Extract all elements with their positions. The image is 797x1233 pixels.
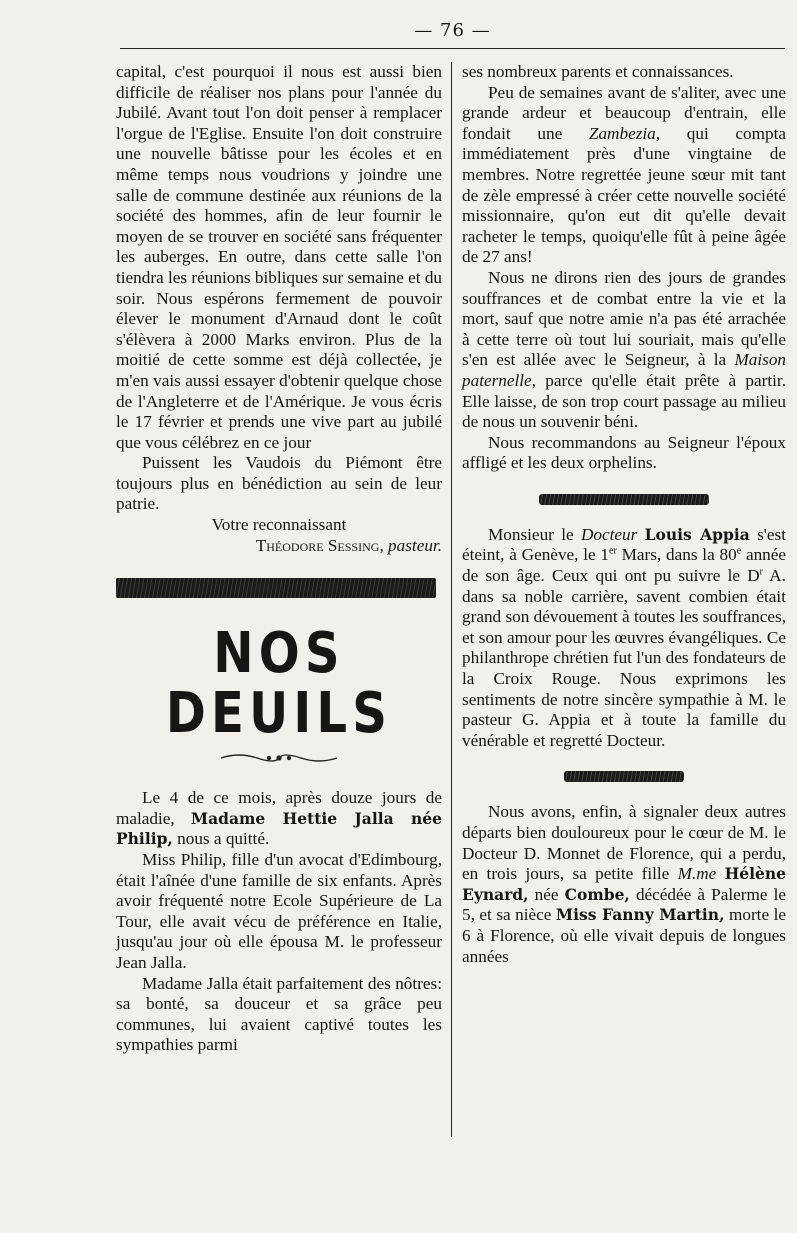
letter-blessing: Puissent les Vaudois du Piémont être toujours plus en bénédiction au sein de leur patrie. bbox=[116, 453, 442, 514]
column-divider bbox=[451, 62, 452, 1137]
left-column bbox=[116, 62, 442, 1183]
letter-paragraph: capital, c'est pourquoi il nous est aussi bien difficile de réaliser nos plans pour l'année du Jubilé. Avant tout l'on doit penser à remplacer l'orgue de l'Eglise. Ensuite l'on doit construire une nouvelle bâtisse pour les écoles et en même temps nous voudrions y joindre une salle de commune destinée aux réunions de la société des hommes, afin de leur fournir le moyen de se trouver en société sans fréquenter les auberges. En outre, dans cette salle l'on tiendra les réunions bibliques sur semaine et du soir. Nous espérons fermement de pouvoir élever le monument d'Arnaud dont le coût s'élèvera à 2000 Marks environ. Plus de la moitié de cette somme est déjà collectée, je m'en vais aussi essayer d'obtenir quelque chose de l'Angleterre et de l'Amérique. Je vous écris le 17 février et prends une vive part au jubilé que vous célébrez en ce jour bbox=[116, 62, 443, 452]
letter-signature bbox=[116, 536, 442, 557]
obituary-jalla-zambezia: Peu de semaines avant de s'aliter, avec une grande ardeur et beaucoup d'entrain, elle fondait une Zambezia, qui compta immédiatement près d'une vingtaine de membres. Notre regrettée jeune sœur mit tant de zèle empressé à créer cette nouvelle société missionnaire, qu'on eut dit qu'elle devait racheter le temps, quoiqu'elle fût à peine âgée de 27 ans! bbox=[462, 82, 787, 267]
obituary-jalla-intro: Le 4 de ce mois, après douze jours de maladie, Madame Hettie Jalla née Philip, nous a quitté. bbox=[116, 788, 442, 849]
deceased-name: Miss Fanny Martin, bbox=[555, 905, 725, 925]
section-heading: NOS DEUILS bbox=[165, 621, 393, 747]
signature-title: pasteur. bbox=[388, 535, 442, 555]
divider-bar bbox=[564, 771, 684, 782]
section-divider-bar bbox=[116, 578, 436, 598]
deceased-name: Madame Hettie Jalla née Philip, bbox=[116, 808, 442, 849]
obituary-jalla-suffering: Nous ne dirons rien des jours de grandes souffrances et de combat entre la vie et la mort, sauf que notre amie n'a pas été arrachée à cette terre où tout lui souriait, mais qu'elle s'en est allée avec le Seigneur, à la Maison paternelle, parce qu'elle était prête à partir. Elle laisse, de son trop court passage au milieu de nous un souvenir béni. bbox=[462, 267, 786, 432]
page-header bbox=[120, 18, 785, 49]
obituary-appia: Monsieur le Docteur Louis Appia s'est éteint, à Genève, le 1er Mars, dans la 80e année de son âge. Ceux qui ont pu suivre le $D^r$ A. dans sa noble carrière, savent combien était grand son dévouement à toutes les souffrances, et son amour pour les œuvres évangéliques. Ce philanthrope chrétien fut l'un des fondateurs de la Croix Rouge. Nous exprimons les sentiments de notre sincère sympathie à M. le pasteur G. Appia et à toute la famille du vénérable et regretté Docteur. bbox=[462, 524, 787, 750]
divider-bar bbox=[539, 494, 709, 505]
obituary-jalla-continued: ses nombreux parents et connaissances. bbox=[462, 62, 734, 81]
deceased-name: Combe, bbox=[564, 884, 630, 904]
obituary-eynard-martin: Nous avons, enfin, à signaler deux autres départs bien douloureux pour le cœur de M. le Docteur D. Monnet de Florence, qui a perdu, en trois jours, sa petite fille M.me Hélène Eynard, née Combe, décédée à Palerme le 5, et sa nièce Miss Fanny Martin, morte le 6 à Florence, où elle vivait depuis de longues années bbox=[462, 802, 787, 966]
ornament-flourish-icon bbox=[219, 750, 339, 766]
right-column bbox=[462, 62, 786, 1183]
page-number: — 76 — bbox=[414, 20, 491, 41]
letter-closing: Votre reconnaissant bbox=[211, 515, 347, 535]
obituary-jalla-bio: Miss Philip, fille d'un avocat d'Edimbourg, était l'aînée d'une famille de six enfants. Après avoir fréquenté notre Ecole Supérieure de La Tour, elle avait vécu de préférence en Italie, jusqu'au jour où elle épousa M. le professeur Jean Jalla. bbox=[116, 850, 442, 972]
deceased-name: Louis Appia bbox=[644, 524, 750, 544]
deceased-name: Hélène Eynard, bbox=[462, 864, 787, 904]
signature-name: Théodore Sessing, bbox=[255, 535, 384, 555]
obituary-jalla-character: Madame Jalla était parfaitement des nôtres: sa bonté, sa douceur et sa grâce peu communes, lui avaient captivé toutes les sympathies parmi bbox=[116, 973, 442, 1055]
obituary-jalla-closing: Nous recommandons au Seigneur l'époux affligé et les deux orphelins. bbox=[462, 432, 786, 473]
zambezia-name: Zambezia, bbox=[588, 123, 661, 143]
